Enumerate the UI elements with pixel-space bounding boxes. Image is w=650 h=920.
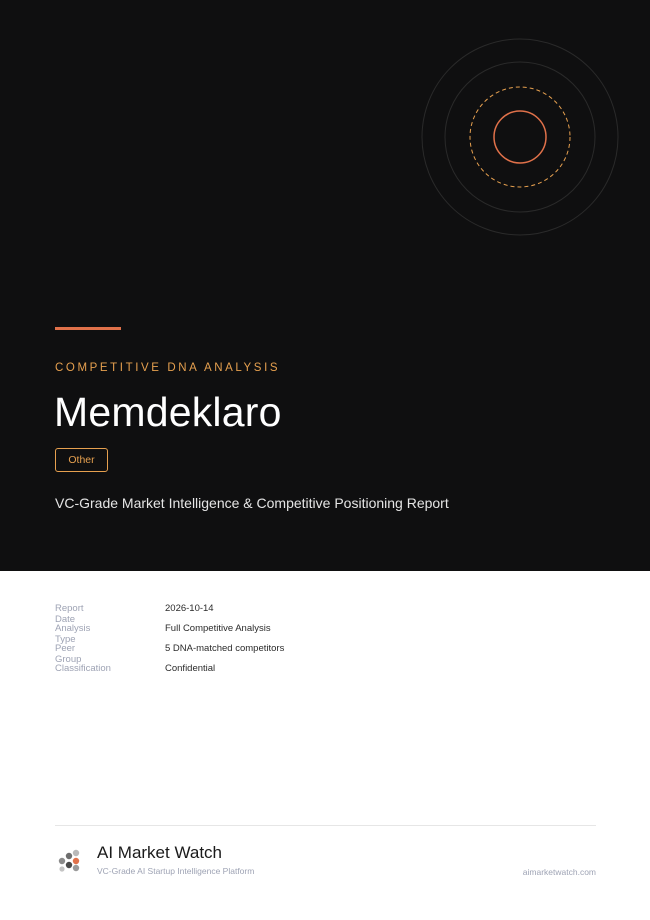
- category-tag: Other: [55, 448, 108, 472]
- accent-bar: [55, 327, 121, 330]
- meta-label: Analysis Type: [55, 623, 91, 645]
- meta-label: Peer Group: [55, 643, 82, 665]
- footer-divider: [55, 825, 596, 826]
- company-title: Memdeklaro: [54, 389, 282, 435]
- meta-label: Classification: [55, 663, 111, 674]
- meta-label: Report Date: [55, 603, 84, 625]
- brand-name: AI Market Watch: [97, 843, 223, 862]
- meta-value: Confidential: [165, 663, 216, 674]
- brand-tagline: VC-Grade AI Startup Intelligence Platform: [97, 866, 255, 876]
- report-eyebrow: COMPETITIVE DNA ANALYSIS: [55, 362, 281, 374]
- meta-value: 5 DNA-matched competitors: [165, 643, 285, 654]
- dots-cluster-logo-icon: [56, 846, 84, 874]
- concentric-rings-icon: [420, 37, 620, 237]
- meta-value: 2026-10-14: [165, 603, 214, 614]
- meta-value: Full Competitive Analysis: [165, 623, 271, 634]
- report-subtitle: VC-Grade Market Intelligence & Competitive Positioning Report: [55, 495, 449, 511]
- website-link[interactable]: aimarketwatch.com: [522, 867, 596, 877]
